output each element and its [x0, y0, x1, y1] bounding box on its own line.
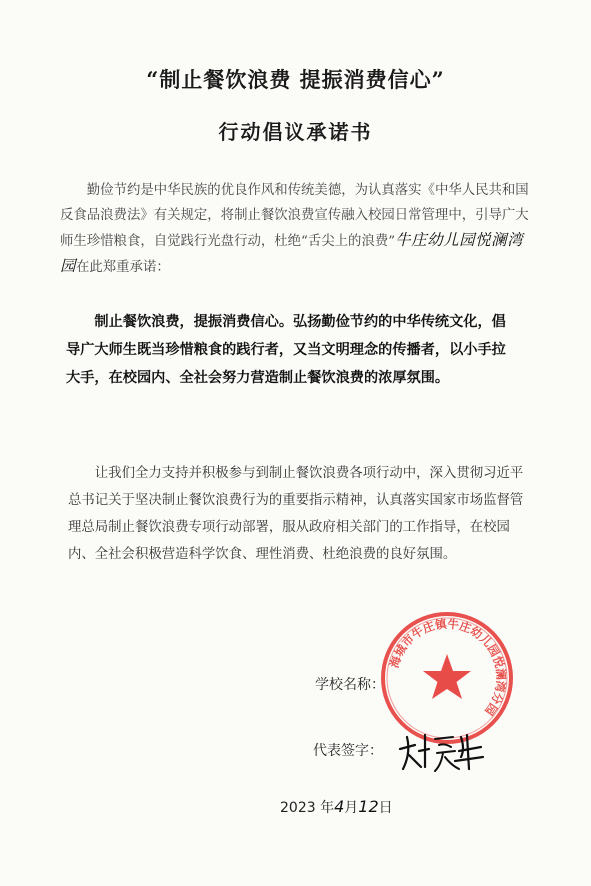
paragraph-1 [60, 178, 530, 280]
paragraph-2-bold: 制止餐饮浪费，提振消费信心。弘扬勤俭节约的中华传统文化，倡导广大师生既当珍惜粮食的践行者，又当文明理念的传播者，以小手拉大手，在校园内、全社会努力营造制止餐饮浪费的浓厚氛围。 [66, 314, 506, 386]
date-month-handwritten: 4 [334, 797, 345, 816]
seal-ring-text: 海城市牛庄镇牛庄幼儿园悦澜湾分园 [387, 616, 509, 718]
date-day-handwritten: 12 [358, 797, 379, 816]
handwritten-signature [395, 727, 485, 777]
handwritten-school-name: 牛庄幼儿园悦澜湾园 [60, 231, 524, 275]
date-year: 2023 年 [280, 800, 335, 816]
paragraph-3: 让我们全力支持并积极参与到制止餐饮浪费各项行动中，深入贯彻习近平总书记关于坚决制止餐饮浪费行为的重要指示精神，认真落实国家市场监督管理总局制止餐饮浪费专项行动部署，服从政府相关部门的工作指导，在校园内、全社会积极营造科学饮食、理性消费、杜绝浪费的良好氛围。 [68, 466, 524, 562]
school-name-label: 学校名称： [315, 677, 385, 693]
sign-date [280, 797, 393, 817]
date-month-label: 月 [344, 800, 359, 816]
representative-signature-label: 代表签字： [313, 743, 383, 759]
paragraph-1-tail: 在此郑重承诺： [76, 260, 170, 275]
title-line-1: “制止餐饮浪费 提振消费信心” [146, 67, 445, 92]
paragraph-1-text: 勤俭节约是中华民族的优良作风和传统美德，为认真落实《中华人民共和国反食品浪费法》有关规定，将制止餐饮浪费宣传融入校园日常管理中，引导广大师生珍惜粮食，自觉践行光盘行动，杜绝“舌尖上的浪费” [60, 183, 529, 249]
date-day-label: 日 [378, 800, 393, 816]
seal-star-icon [423, 654, 471, 699]
title-line-2: 行动倡议承诺书 [218, 120, 373, 144]
